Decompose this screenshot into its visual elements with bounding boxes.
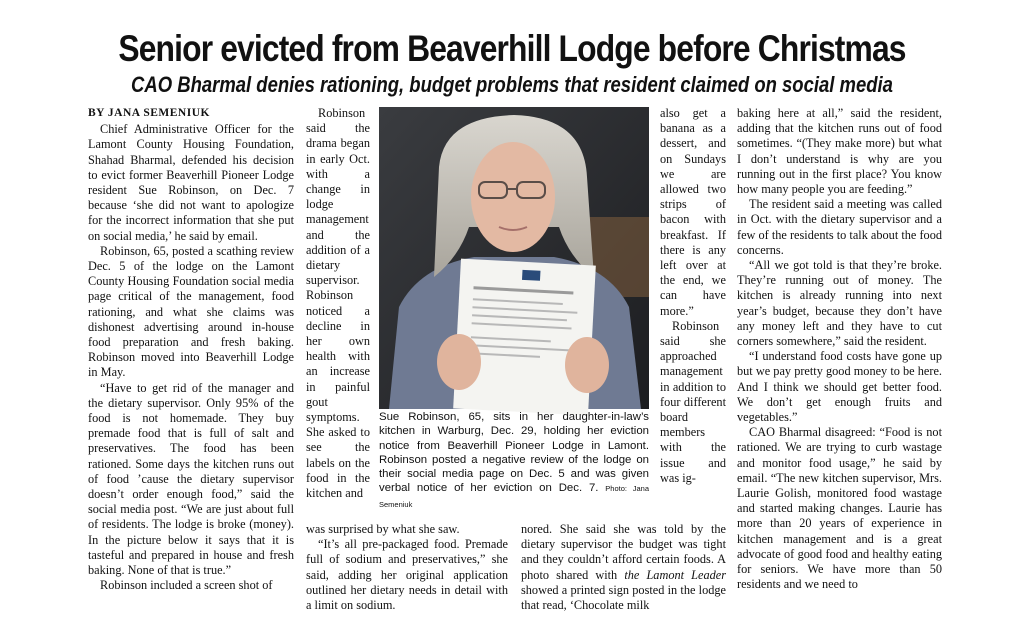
paragraph: “It’s all pre-packaged food. Premade full of sodium and preservatives,” she said, adding her original application outlined her dietary needs in detail with a limit on sodium. xyxy=(306,537,508,613)
column-5 xyxy=(737,106,942,618)
paragraph: CAO Bharmal disagreed: “Food is not rationed. We are trying to curb wastage and monitor food usage,” he said by email. “The new kitchen supervisor, Mrs. Laurie Golish, monitored food wastage and started making changes. Laurie has more than 20 years of experience in kitchen management and is a great advocate of good food and healthy eating for seniors. We have more than 50 residents and we need to xyxy=(737,425,942,592)
paragraph: Robinson said the drama began in early Oct. with a change in lodge management and the addition of a dietary supervisor. Robinson noticed a decline in her own health with an increase in painful gout symptoms. She asked to see the labels on the food in the kitchen and xyxy=(306,106,370,501)
paragraph: Chief Administrative Officer for the Lamont County Housing Foundation, Shahad Bharmal, defended his decision to evict former Beaverhill Pioneer Lodge resident Sue Robinson, on Dec. 7 because ‘she did not want to apologize for the incorrect information that she put on social media,’ he said by email. xyxy=(88,122,294,243)
paragraph: Robinson said she approached management in addition to four different board members with the issue and was ig- xyxy=(660,318,726,485)
column-3 xyxy=(521,522,726,618)
paragraph: The resident said a meeting was called in Oct. with the dietary supervisor and a few of the residents to talk about the food concerns. xyxy=(737,197,942,257)
subheadline: CAO Bharmal denies rationing, budget problems that resident claimed on social media xyxy=(131,72,893,97)
caption-text: Sue Robinson, 65, sits in her daughter-in-law’s kitchen in Warburg, Dec. 29, holding her eviction notice from Beaverhill Pioneer Lodge in Lamont. Robinson posted a negative review of the lodge on their social media page on Dec. 5 and was given verbal notice of her eviction on Dec. 7. xyxy=(379,411,649,495)
paragraph: baking here at all,” said the resident, adding that the kitchen runs out of food sometimes. “(They make more) but what I don’t understand is why are you running out in the first place? You know how many people you are feeding.” xyxy=(737,106,942,197)
paragraph: “I understand food costs have gone up but we pay pretty good money to be here. And I think we should get better food. We don’t get enough fruits and vegetables.” xyxy=(737,349,942,425)
paragraph: Robinson, 65, posted a scathing review Dec. 5 of the lodge on the Lamont County Housing Foundation social media page critical of the management, food rationing, and what she claims was dishonest advertising around in-house food preparation and fresh baking. Robinson moved into Beaverhill Lodge in May. xyxy=(88,243,294,380)
paragraph: also get a banana as a dessert, and on Sundays we are allowed two strips of bacon with breakfast. If there is any left over at the end, we can have more.” xyxy=(660,106,726,318)
paragraph: was surprised by what she saw. xyxy=(306,522,460,536)
woman-holding-eviction-notice-photo xyxy=(379,107,649,409)
photo-caption xyxy=(379,410,649,512)
paragraph: “Have to get rid of the manager and the dietary supervisor. Only 95% of the food is not homemade. They buy premade food that is full of salt and preservatives. The food has been rationed. Some days the kitchen runs out of food ’cause the dietary supervisor doesn’t order enough food,” said the social media post. “We are just about full of residents. The lodge is broke (money). In the picture below it says that it is tasteful and prepared in house and fresh baking. None of that is true.” xyxy=(88,380,294,578)
byline: BY JANA SEMENIUK xyxy=(88,107,210,119)
paragraph: Robinson included a screen shot of xyxy=(100,578,273,593)
column-2-narrow xyxy=(306,106,370,501)
news-photo xyxy=(379,107,649,409)
column-2-continued xyxy=(306,522,508,618)
column-4-narrow xyxy=(660,106,726,518)
headline: Senior evicted from Beaverhill Lodge before Christmas xyxy=(118,28,906,69)
text-run: showed a printed sign posted in the lodge that read, ‘Chocolate milk xyxy=(521,582,726,613)
paragraph xyxy=(521,522,726,613)
paragraph: “All we got told is that they’re broke. They’re running out of money. The kitchen is already running into next year’s budget, because they don’t have any money left and they have to cut corners somewhere,” said the resident. xyxy=(737,258,942,349)
newspaper-name: the Lamont Leader xyxy=(624,567,726,582)
text-run: nored. She said she was told by the dietary supervisor the budget was tight and they couldn’t afford certain foods. A photo shared with xyxy=(521,522,726,582)
column-1 xyxy=(88,106,294,618)
photo-credit: Photo: Jana Semeniuk xyxy=(379,484,649,509)
